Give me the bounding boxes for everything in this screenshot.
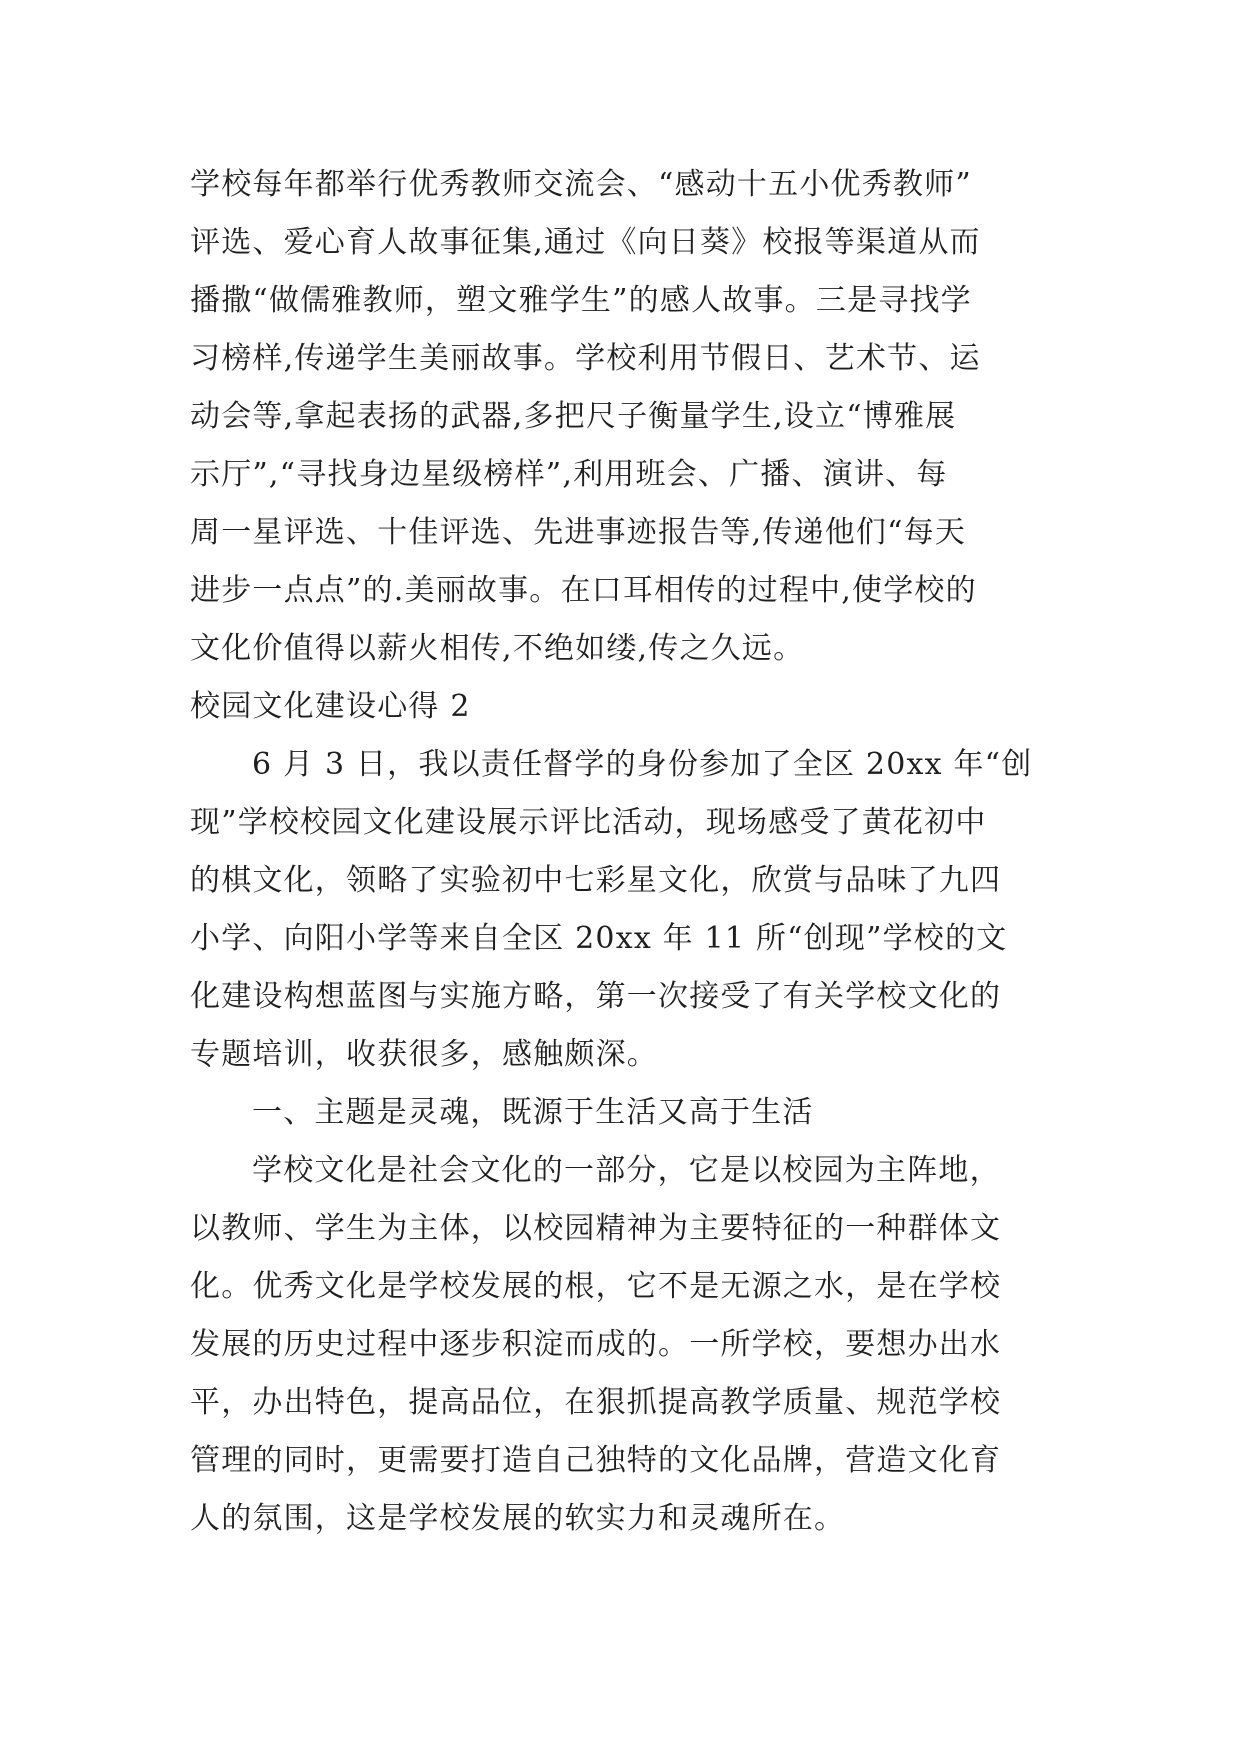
- text-line: 文化价值得以薪火相传,不绝如缕,传之久远。: [190, 631, 805, 666]
- text-line: 评选、爱心育人故事征集,通过《向日葵》校报等渠道从而: [190, 225, 981, 260]
- text-line: 小学、向阳小学等来自全区 20xx 年 11 所“创现”学校的文: [190, 921, 1008, 956]
- document-body: [190, 156, 1050, 1548]
- text-line: 化。优秀文化是学校发展的根，它不是无源之水，是在学校: [190, 1269, 1002, 1304]
- text-line: 播撒“做儒雅教师，塑文雅学生”的感人故事。三是寻找学: [190, 283, 972, 318]
- text-line: 化建设构想蓝图与实施方略，第一次接受了有关学校文化的: [190, 979, 1002, 1014]
- text-line: 专题培训，收获很多，感触颇深。: [190, 1037, 658, 1072]
- text-line: 动会等,拿起表扬的武器,多把尺子衡量学生,设立“博雅展: [190, 399, 957, 434]
- text-line: 现”学校校园文化建设展示评比活动，现场感受了黄花初中: [190, 805, 987, 840]
- text-line: 示厅”,“寻找身边星级榜样”,利用班会、广播、演讲、每: [190, 457, 948, 492]
- text-line: 校园文化建设心得 2: [190, 689, 471, 724]
- text-line: 以教师、学生为主体，以校园精神为主要特征的一种群体文: [190, 1211, 1002, 1246]
- text-line: 的棋文化，领略了实验初中七彩星文化，欣赏与品味了九四: [190, 863, 1002, 898]
- text-line: 进步一点点”的.美丽故事。在口耳相传的过程中,使学校的: [190, 573, 977, 608]
- text-line: 平，办出特色，提高品位，在狠抓提高教学质量、规范学校: [190, 1385, 1002, 1420]
- text-line: 人的氛围，这是学校发展的软实力和灵魂所在。: [190, 1501, 846, 1536]
- text-line: 管理的同时，更需要打造自己独特的文化品牌，营造文化育: [190, 1443, 1002, 1478]
- text-line: 学校文化是社会文化的一部分，它是以校园为主阵地，: [252, 1153, 1001, 1188]
- text-line: 学校每年都举行优秀教师交流会、“感动十五小优秀教师”: [190, 167, 972, 202]
- text-line: 一、主题是灵魂，既源于生活又高于生活: [252, 1095, 814, 1130]
- text-line: 习榜样,传递学生美丽故事。学校利用节假日、艺术节、运: [190, 341, 981, 376]
- text-line: 6 月 3 日，我以责任督学的身份参加了全区 20xx 年“创: [252, 747, 1033, 782]
- text-line: 发展的历史过程中逐步积淀而成的。一所学校，要想办出水: [190, 1327, 1002, 1362]
- text-line: 周一星评选、十佳评选、先进事迹报告等,传递他们“每天: [190, 515, 967, 550]
